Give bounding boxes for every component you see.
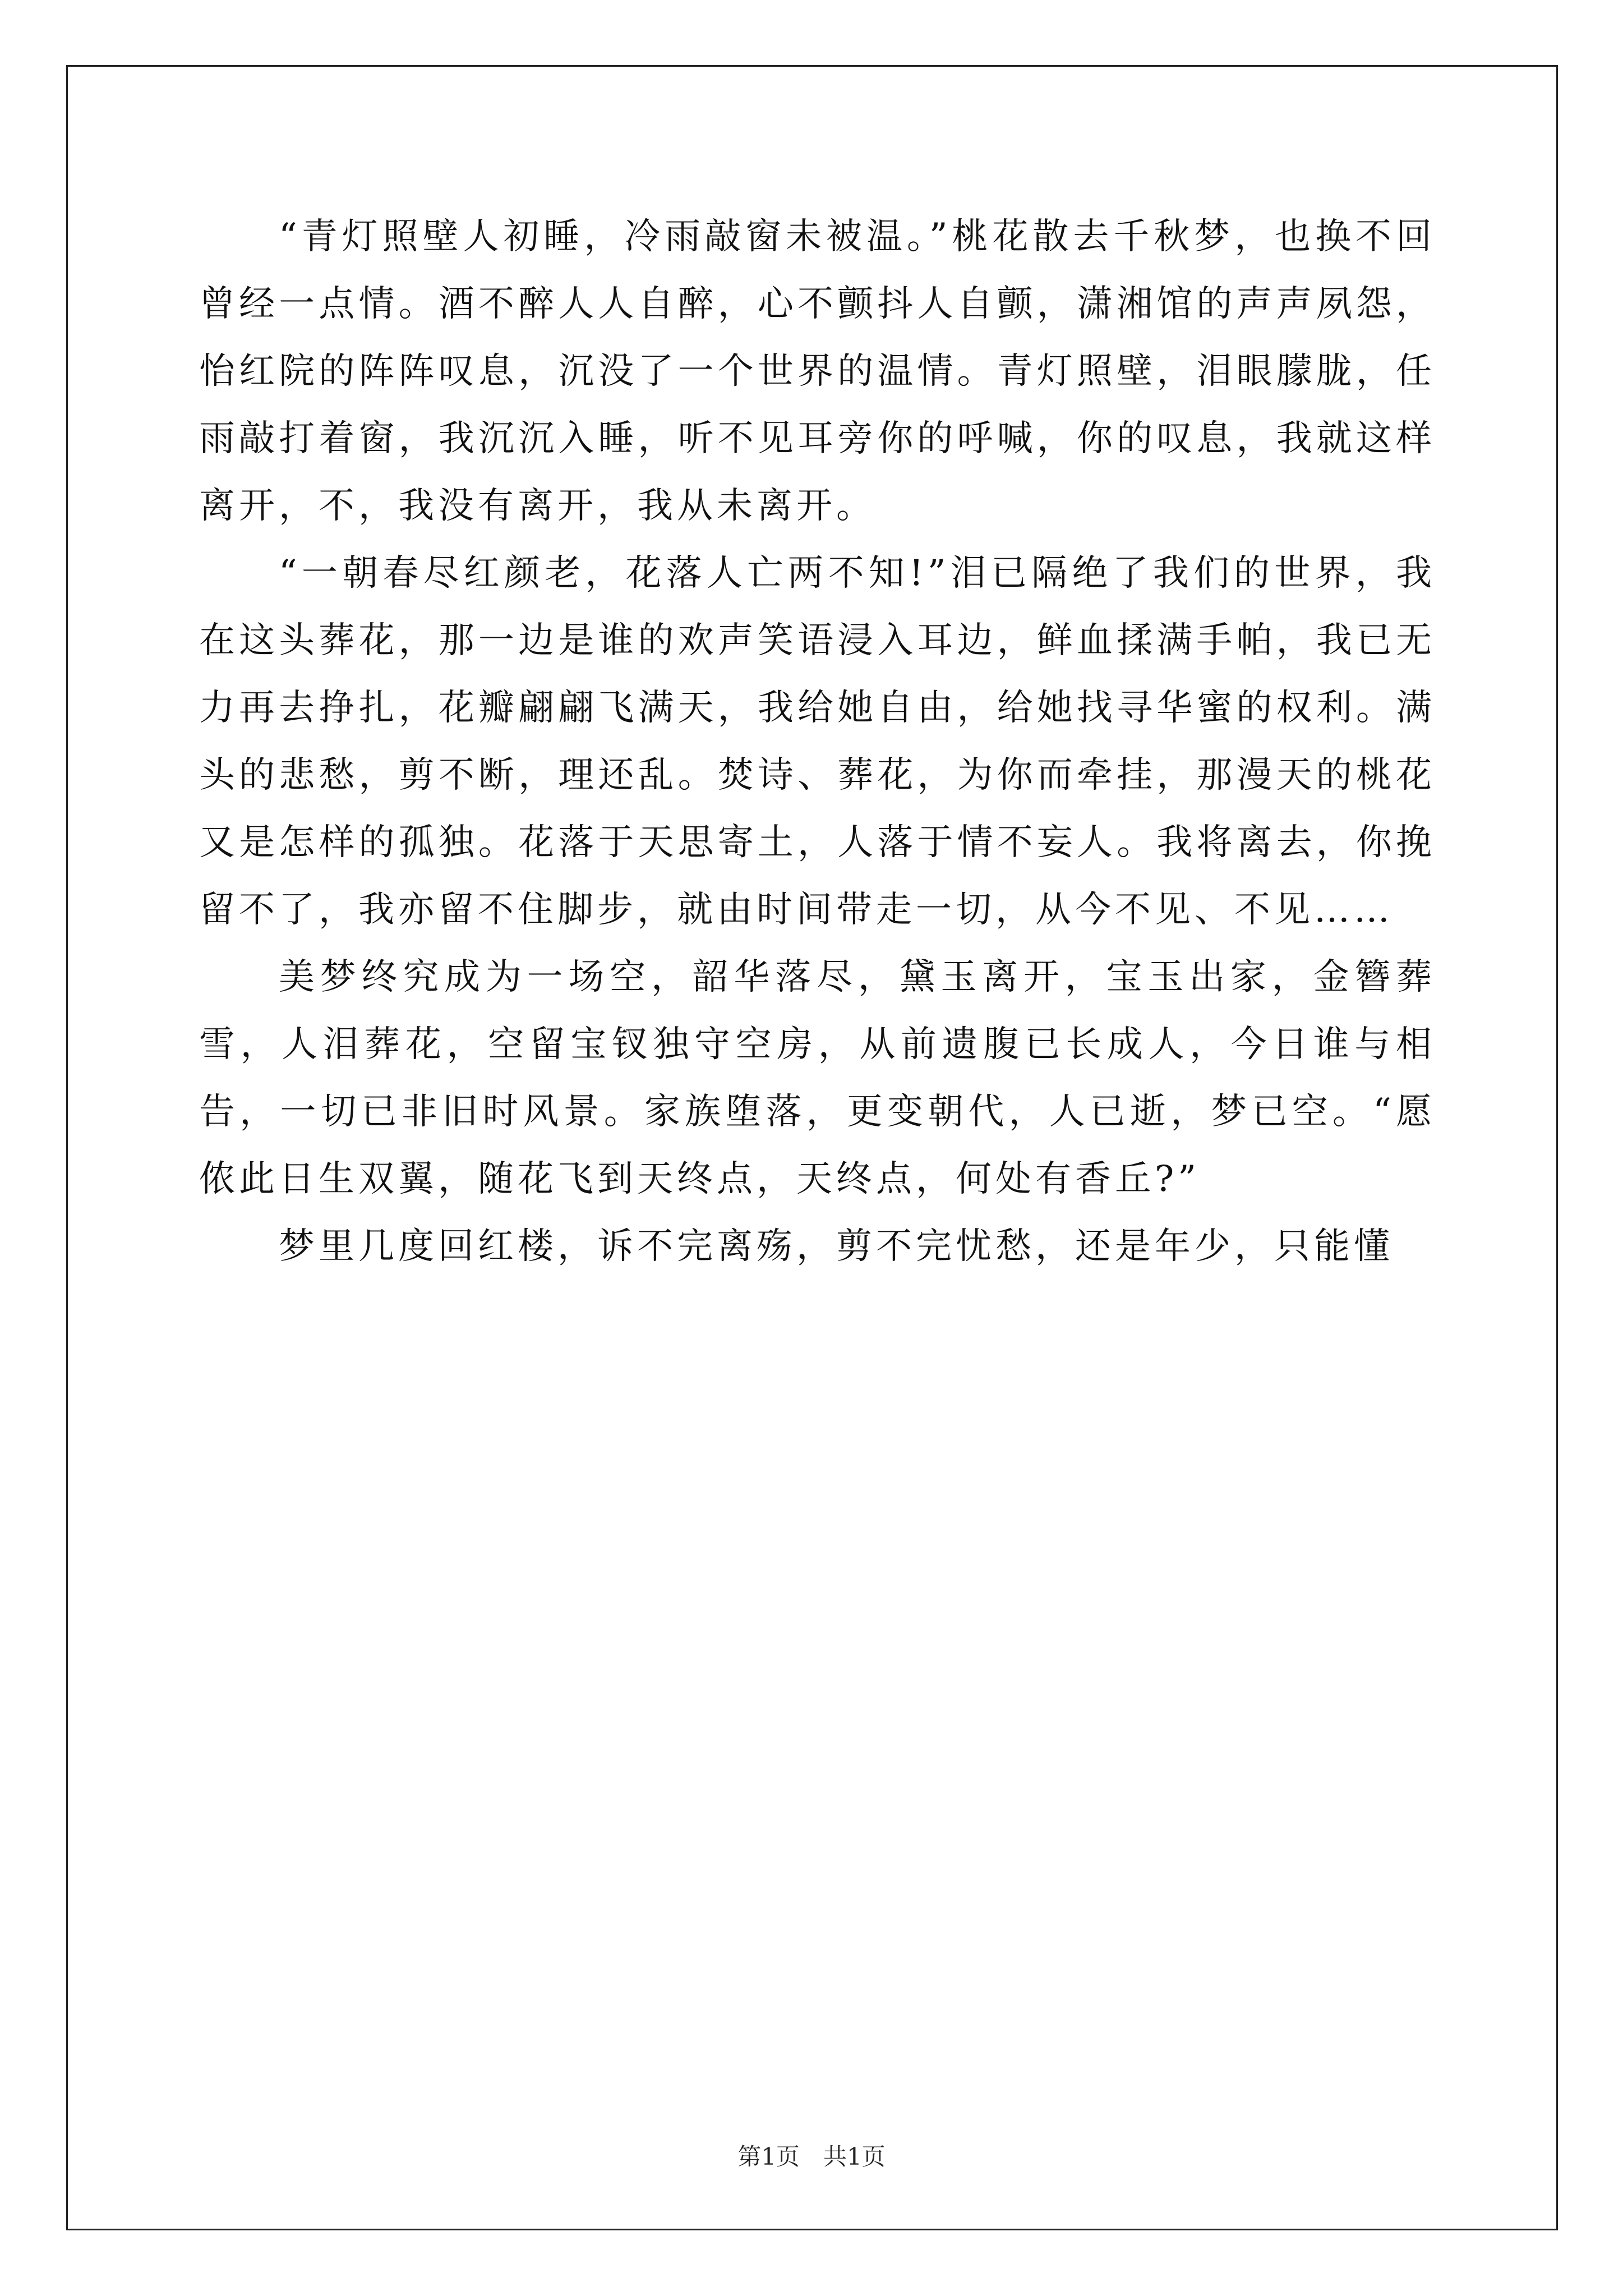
page-number-current: 第1页 xyxy=(737,2143,800,2170)
paragraph-1: “青灯照壁人初睡，冷雨敲窗未被温。”桃花散去千秋梦，也换不回曾经一点情。酒不醉人人自醉，心不颤抖人自颤，潇湘馆的声声夙怨，怡红院的阵阵叹息，沉没了一个世界的温情。青灯照壁，泪眼朦胧，任雨敲打着窗，我沉沉入睡，听不见耳旁你的呼喊，你的叹息，我就这样离开，不，我没有离开，我从未离开。 xyxy=(199,216,1436,527)
paragraph-3: 美梦终究成为一场空，韶华落尽，黛玉离开，宝玉出家，金簪葬雪，人泪葬花，空留宝钗独守空房，从前遗腹已长成人，今日谁与相告，一切已非旧时风景。家族堕落，更变朝代，人已逝，梦已空。“愿侬此日生双翼，随花飞到天终点，天终点，何处有香丘?” xyxy=(199,956,1436,1200)
paragraph-4: 梦里几度回红楼，诉不完离殇，剪不完忧愁，还是年少，只能懂 xyxy=(279,1226,1394,1267)
paragraph-2: “一朝春尽红颜老，花落人亡两不知!”泪已隔绝了我们的世界，我在这头葬花，那一边是谁的欢声笑语浸入耳边，鲜血揉满手帕，我已无力再去挣扎，花瓣翩翩飞满天，我给她自由，给她找寻华蜜的权利。满头的悲愁，剪不断，理还乱。焚诗、葬花，为你而牵挂，那漫天的桃花又是怎样的孤独。花落于天思寄土，人落于情不妄人。我将离去，你挽留不了，我亦留不住脚步，就由时间带走一切，从今不见、不见…… xyxy=(199,553,1436,931)
document-body xyxy=(199,203,1436,1280)
page-number-total: 共1页 xyxy=(823,2143,886,2170)
page-footer xyxy=(0,2143,1623,2171)
